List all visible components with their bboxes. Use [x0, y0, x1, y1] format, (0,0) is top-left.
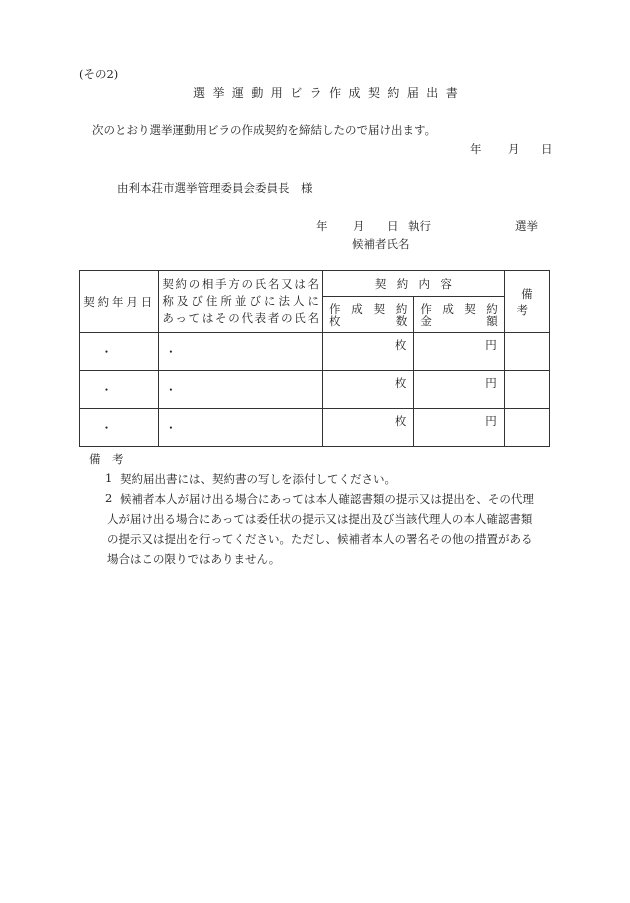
table-row: [80, 333, 550, 371]
row-date: ・ ・: [80, 371, 159, 409]
page-title: 選挙運動用ビラ作成契約届出書: [193, 86, 466, 100]
note-1-number: 1: [105, 471, 113, 485]
header-party: 契約の相手方の氏名又は名 称及び住所並びに法人に あってはその代表者の氏名: [159, 271, 323, 333]
row-quantity[interactable]: 枚: [323, 371, 414, 409]
election-year-label: 年: [316, 219, 328, 233]
note-2-line-2: 人が届け出る場合にあっては委任状の提示又は提出及び当該代理人の本人確認書類: [107, 512, 533, 526]
header-quantity: 作 成 契 約 枚 数: [323, 297, 414, 333]
note-1-text: 契約届出書には、契約書の写しを添付してください。: [120, 472, 396, 486]
row-amount[interactable]: 円: [414, 333, 504, 371]
row-remarks[interactable]: [504, 333, 549, 371]
note-2-number: 2: [105, 491, 113, 505]
candidate-name-label: 候補者氏名: [352, 237, 410, 251]
election-day-label: 日: [387, 219, 399, 233]
addressee: 由利本荘市選挙管理委員会委員長 様: [117, 181, 313, 195]
date-month-label: 月: [508, 142, 520, 156]
election-label: 選挙: [515, 219, 538, 233]
date-day-label: 日: [541, 142, 553, 156]
header-contract-content: 契約内容: [323, 271, 505, 297]
header-remarks: 備考: [504, 271, 549, 333]
note-2-line-1: 候補者本人が届け出る場合にあっては本人確認書類の提示又は提出を、その代理: [120, 492, 534, 506]
note-2-line-3: の提示又は提出を行ってください。ただし、候補者本人の署名その他の措置がある: [107, 532, 533, 546]
contract-table: [79, 270, 550, 447]
election-held-label: 執行: [408, 219, 431, 233]
row-quantity[interactable]: 枚: [323, 409, 414, 447]
row-remarks[interactable]: [504, 409, 549, 447]
table-row: [80, 371, 550, 409]
header-amount: 作 成 契 約 金 額: [414, 297, 504, 333]
header-contract-date: 契約年月日: [80, 271, 159, 333]
row-quantity[interactable]: 枚: [323, 333, 414, 371]
note-2-line-4: 場合はこの限りではありません。: [107, 552, 281, 566]
form-number: (その2): [79, 67, 119, 81]
intro-text: 次のとおり選挙運動用ビラの作成契約を締結したので届け出ます。: [92, 123, 437, 137]
election-month-label: 月: [353, 219, 365, 233]
row-amount[interactable]: 円: [414, 371, 504, 409]
row-date: ・ ・: [80, 333, 159, 371]
row-remarks[interactable]: [504, 371, 549, 409]
date-year-label: 年: [470, 142, 482, 156]
table-row: [80, 409, 550, 447]
notes-heading: 備 考: [89, 452, 124, 466]
row-amount[interactable]: 円: [414, 409, 504, 447]
row-date: ・ ・: [80, 409, 159, 447]
